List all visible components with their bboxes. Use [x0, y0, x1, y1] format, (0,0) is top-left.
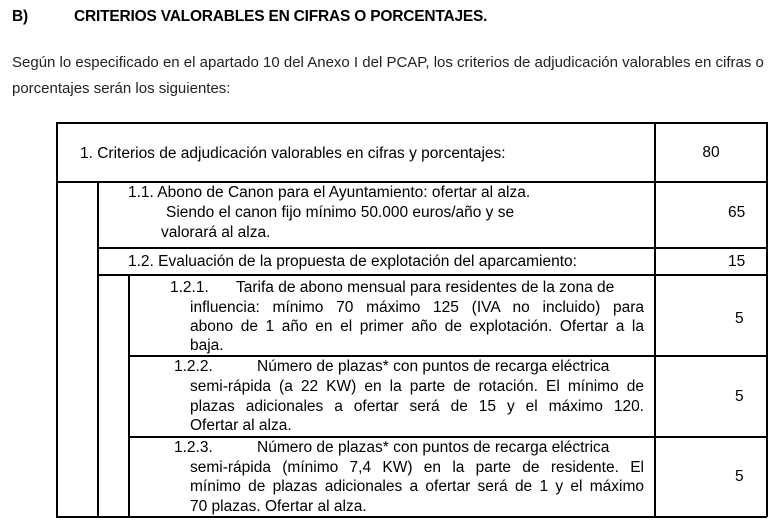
criterion-1-2-3-lead	[174, 438, 213, 458]
criterion-1-1-line2: Siendo el canon fijo mínimo 50.000 euros/año y se	[166, 204, 515, 221]
intro-paragraph: Según lo especificado en el apartado 10 del Anexo I del PCAP, los criterios de adjudicación valorables en cifras o porcentajes serán los siguientes:	[12, 54, 764, 97]
criterion-1-2-3-line1: Número de plazas* con puntos de recarga eléctrica	[257, 439, 610, 456]
criterion-1-2-points: 15	[728, 253, 746, 270]
criterion-1-2-1-points: 5	[735, 310, 744, 327]
section-title: CRITERIOS VALORABLES EN CIFRAS O PORCENTAJES.	[74, 8, 488, 25]
criterion-1-2-3-points: 5	[735, 468, 744, 485]
criterion-1-2-3-line2: semi-rápida (mínimo 7,4 KW) en la parte de residente. El	[190, 459, 644, 476]
criterion-1-points: 80	[702, 144, 720, 161]
criterion-1-2-2-number: 1.2.2.	[174, 358, 213, 375]
row-divider	[97, 247, 767, 249]
criterion-1-2-1-number: 1.2.1.	[170, 279, 209, 296]
criterion-1-text: 1. Criterios de adjudicación valorables en cifras y porcentajes:	[80, 145, 506, 162]
section-heading	[12, 8, 487, 26]
criterion-1-2-text: 1.2. Evaluación de la propuesta de explotación del aparcamiento:	[128, 253, 577, 270]
criterion-1-2-3-line3: mínimo de plazas adicionales a ofertar será de 1 y el máximo	[190, 478, 644, 495]
indent-line-level2	[128, 274, 130, 517]
criterion-1-2-1-line3: abono de 1 año en el primer año de explotación. Ofertar a la	[190, 318, 644, 335]
criterion-1-2-2-line4: Ofertar al alza.	[190, 417, 292, 434]
criterion-1-2-2-points: 5	[735, 388, 744, 405]
criterion-1-2-1-line1: Tarifa de abono mensual para residentes de la zona de	[236, 279, 615, 296]
row-divider	[97, 274, 767, 276]
criterion-1-2-3-line4: 70 plazas. Ofertar al alza.	[190, 498, 367, 515]
criterion-1-1-line1: 1.1. Abono de Canon para el Ayuntamiento: ofertar al alza.	[128, 184, 531, 201]
criterion-1-2-2-line1: Número de plazas* con puntos de recarga eléctrica	[257, 358, 610, 375]
criterion-1-1-points: 65	[728, 204, 746, 221]
criterion-1-1-line3: valorará al alza.	[161, 224, 271, 241]
criterion-1-2-2-lead	[174, 357, 213, 377]
criterion-1-2-1-lead	[170, 278, 209, 298]
criterion-1-2-1-line2: influencia: mínimo 70 máximo 125 (IVA no incluido) para	[190, 299, 644, 316]
criterion-1-2-1-line4: baja.	[190, 337, 224, 354]
section-letter: B)	[12, 8, 28, 25]
criterion-1-2-2-line2: semi-rápida (a 22 KW) en la parte de rotación. El mínimo de	[190, 378, 644, 395]
table-border-top	[56, 122, 767, 124]
criterion-1-2-3-number: 1.2.3.	[174, 439, 213, 456]
indent-line-level1	[97, 181, 99, 517]
table-border-bottom	[56, 516, 767, 518]
criterion-1-2-2-line3: plazas adicionales a ofertar será de 15 y el máximo 120.	[190, 398, 644, 415]
